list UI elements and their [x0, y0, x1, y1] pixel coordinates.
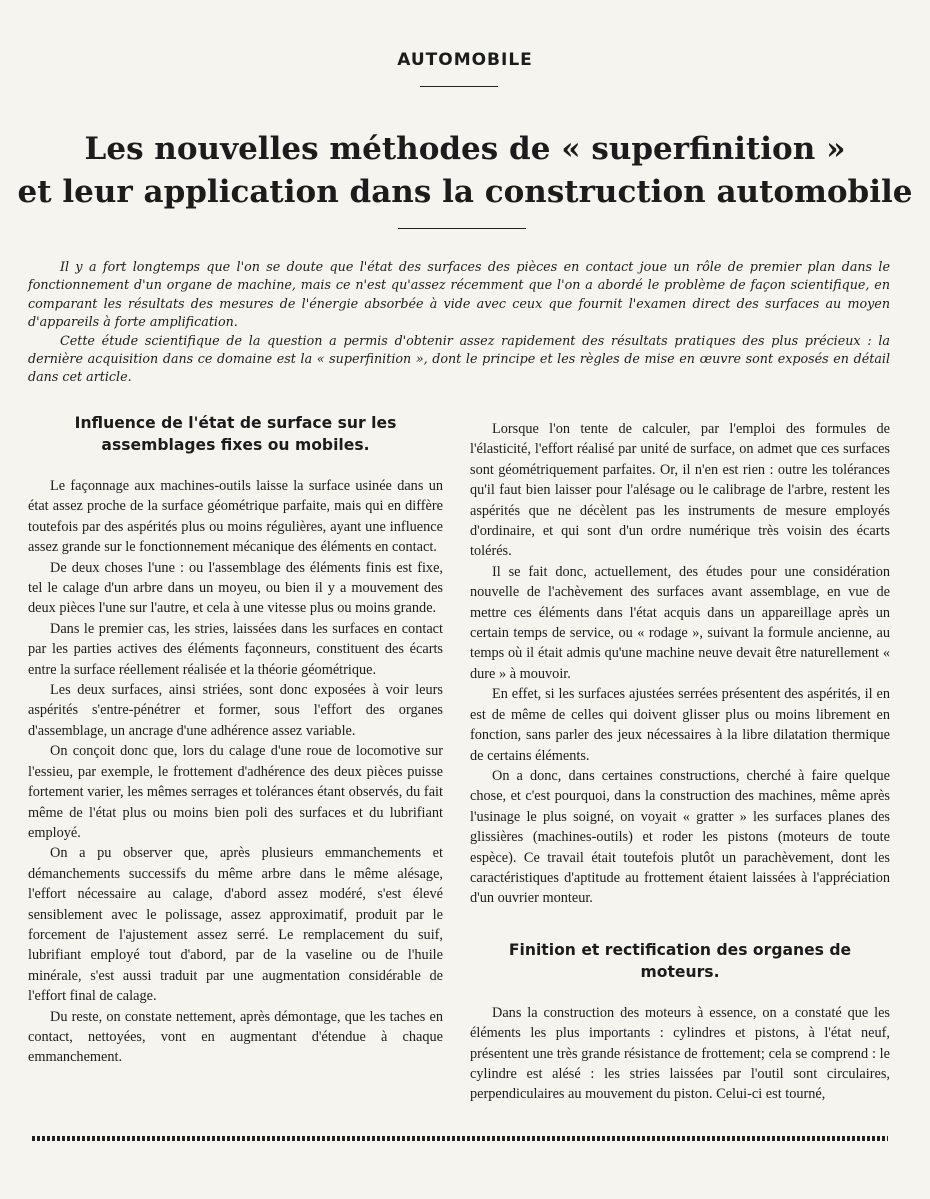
body-paragraph: On conçoit donc que, lors du calage d'une roue de locomotive sur l'essieu, par exemple, le frottement d'adhérence des deux pièces puisse fortement varier, les mêmes serrages et tolérances étant observés, du fait même de l'état plus ou moins bien poli des surfaces et du lubrifiant employé. [28, 743, 443, 841]
title-line-2: et leur application dans la construction automobile [17, 174, 913, 210]
body-paragraph: Les deux surfaces, ainsi striées, sont donc exposées à voir leurs aspérités s'entre-pénétrer et former, sous l'effort des organes d'assemblage, un ancrage d'une adhérence assez variable. [28, 682, 443, 739]
intro-paragraph: Il y a fort longtemps que l'on se doute que l'état des surfaces des pièces en contact joue un rôle de premier plan dans le fonctionnement d'un organe de machine, mais ce n'est qu'assez récemment que l'on a abordé le problème de façon scientifique, en comparant les résultats des mesures de l'énergie absorbée à vide avec ceux que fournit l'examen direct des surfaces au moyen d'appareils à forte amplification. [28, 259, 890, 330]
intro-paragraph: Cette étude scientifique de la question a permis d'obtenir assez rapidement des résultats pratiques des plus précieux : la dernière acquisition dans ce domaine est la « superfinition », dont le principe et les règles de mise en œuvre sont exposés en détail dans cet article. [28, 332, 890, 385]
body-paragraph: Du reste, on constate nettement, après démontage, que les taches en contact, nettoyées, vont en augmentant d'étendue à chaque emmanchement. [28, 1008, 443, 1066]
article-title [0, 128, 930, 214]
right-column [470, 419, 890, 1105]
article-intro [28, 258, 890, 387]
body-paragraph: On a pu observer que, après plusieurs emmanchements et démanchements successifs du même arbre dans le même alésage, l'effort nécessaire au calage, d'abord assez modéré, s'est élevé sensiblement avec le polissage, assez approximatif, produit par le forcement de l'ajustement assez serré. Le remplacement du suif, lubrifiant employé tout d'abord, par de la vaseline ou de l'huile minérale, s'est aussi traduit par une augmentation considérable de l'effort final de calage. [28, 845, 443, 1005]
body-paragraph: Le façonnage aux machines-outils laisse la surface usinée dans un état assez proche de la surface géométrique parfaite, mais qui en diffère toutefois par des aspérités plus ou moins régulières, ayant une influence assez grande sur le fonctionnement mécanique des éléments en contact. [28, 478, 443, 556]
body-paragraph: Dans la construction des moteurs à essence, on a constaté que les éléments les plus importants : cylindres et pistons, à l'état neuf, présentent une très grande résistance de frottement; cela se comprend : le cylindre est alésé : les stries laissées par l'outil sont circulaires, perpendiculaires au mouvement du piston. Celui-ci est tourné, [470, 1004, 890, 1103]
body-paragraph: On a donc, dans certaines constructions, cherché à faire quelque chose, et c'est pourquoi, dans la construction des machines, même après l'usinage le plus soigné, on voyait « gratter » les surfaces planes des glissières (machines-outils) et roder les pistons (moteurs de toute espèce). Ce travail était toutefois plutôt un parachèvement, dont les caractéristiques d'aptitude au frottement étaient laissées à l'appréciation d'un ouvrier monteur. [470, 767, 890, 907]
body-paragraph: De deux choses l'une : ou l'assemblage des éléments finis est fixe, tel le calage d'un arbre dans un moyeu, ou bien il y a mouvement des deux pièces l'une sur l'autre, et cela à une vitesse plus ou moins grande. [28, 559, 443, 617]
bottom-dotted-rule [32, 1136, 888, 1141]
section-label: AUTOMOBILE [397, 50, 533, 70]
body-paragraph: Dans le premier cas, les stries, laissées dans les surfaces en contact par les parties actives des éléments façonneurs, constituent des écarts entre la surface réellement réalisée et la théorie géométrique. [28, 620, 443, 678]
body-paragraph: Il se fait donc, actuellement, des études pour une considération nouvelle de l'achèvement des surfaces avant assemblage, en vue de mettre ces éléments dans l'état acquis dans un appareillage après un certain temps de service, ou « rodage », suivant la formule ancienne, au temps où il était admis qu'une machine neuve devait être naturellement « dure » à mouvoir. [470, 563, 890, 682]
left-column [28, 412, 443, 1068]
title-line-1: Les nouvelles méthodes de « superfinition » [84, 131, 846, 167]
body-paragraph: En effet, si les surfaces ajustées serrées présentent des aspérités, il en est de même de celles qui doivent glisser plus ou moins librement en fonction, sans parler des jeux nécessaires à la libre dilatation thermique de certains éléments. [470, 686, 890, 764]
section-divider [420, 86, 498, 87]
title-divider [398, 228, 526, 229]
body-paragraph: Lorsque l'on tente de calculer, par l'emploi des formules de l'élasticité, l'effort réalisé par unité de surface, on admet que ces surfaces sont géométriquement parfaites. Or, il n'en est rien : outre les tolérances qu'il faut bien laisser pour l'alésage ou le calibrage de l'arbre, restent les aspérités que ne décèlent pas les instruments de mesure employés d'ordinaire, et qui sont d'un ordre numérique très voisin des écarts tolérés. [470, 421, 890, 560]
section-heading: Influence de l'état de surface sur les assemblages fixes ou mobiles. [74, 414, 397, 454]
section-heading: Finition et rectification des organes de moteurs. [508, 940, 852, 981]
